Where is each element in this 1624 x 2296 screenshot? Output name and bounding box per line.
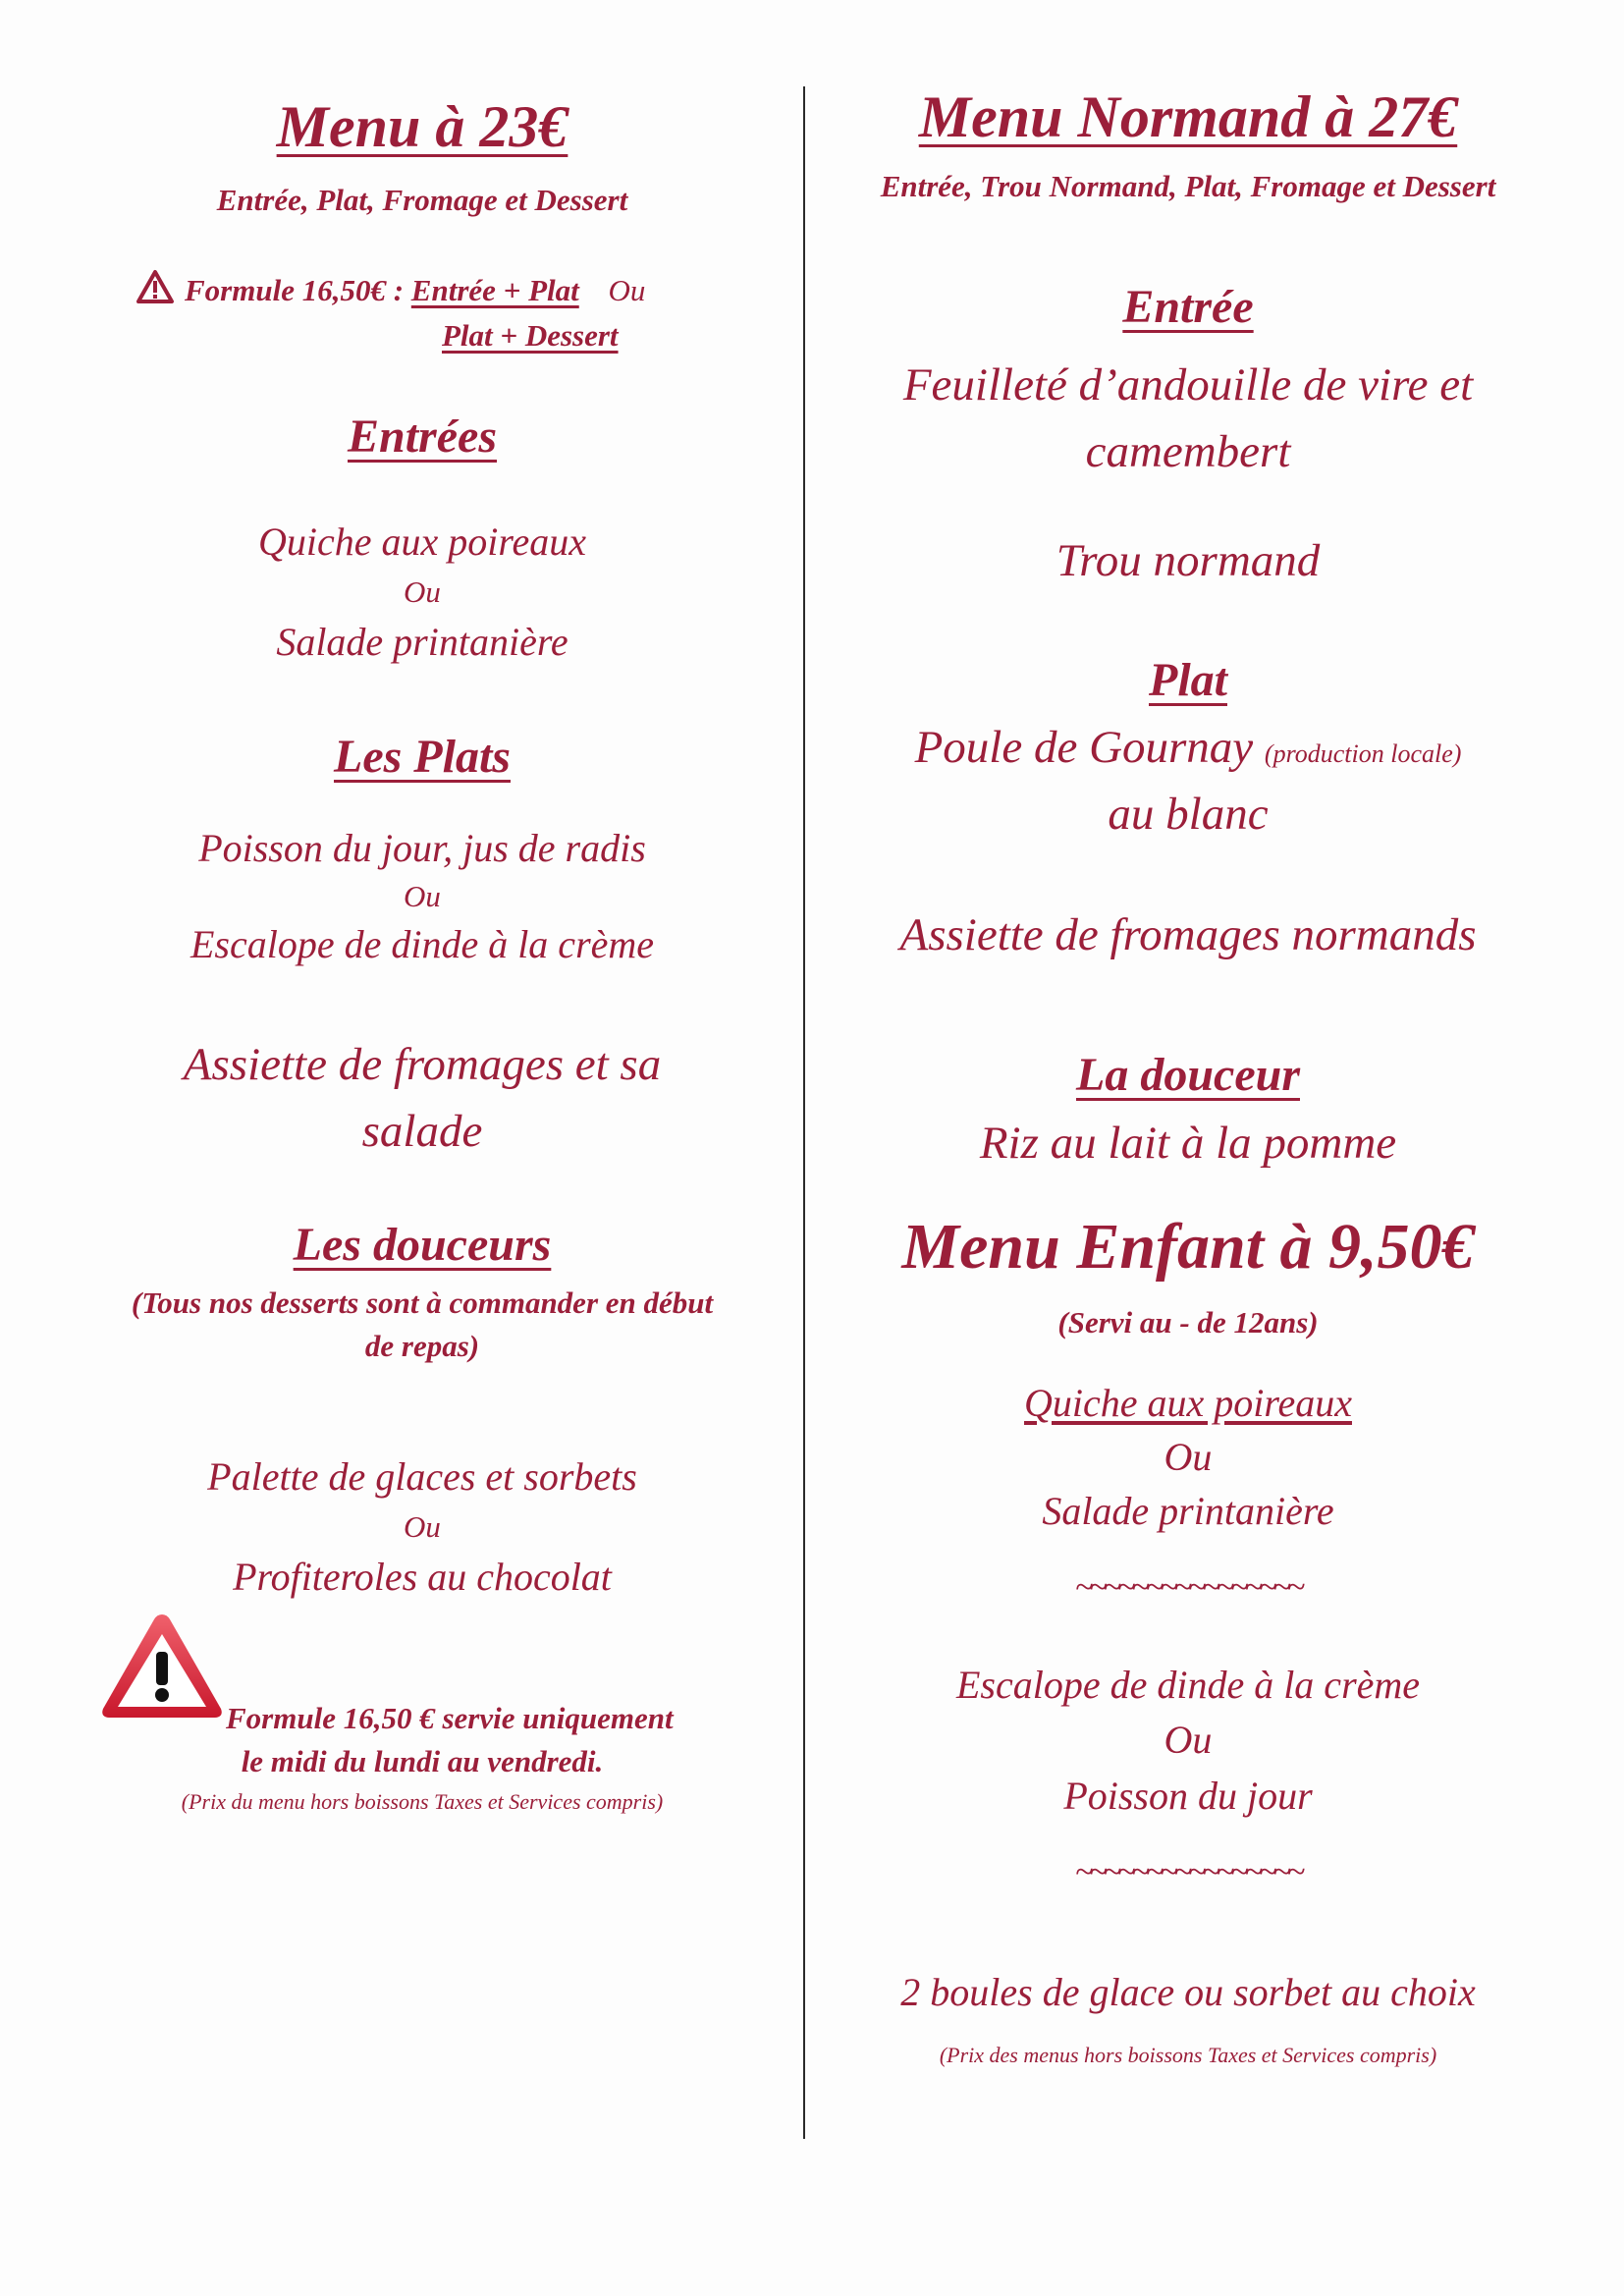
plat-title: Plat <box>1149 654 1227 706</box>
menu-enfant-title: Menu Enfant à 9,50€ <box>901 1211 1475 1283</box>
menu-normand-subtitle: Entrée, Trou Normand, Plat, Fromage et Dessert <box>880 169 1496 203</box>
menu-enfant-note: (Servi au - de 12ans) <box>1057 1305 1319 1339</box>
warning-line-2: le midi du lundi au vendredi. <box>241 1744 604 1778</box>
entree-or: Ou <box>404 574 441 609</box>
warning-line-1: Formule 16,50 € servie uniquement <box>226 1701 674 1735</box>
dessert-or: Ou <box>404 1509 441 1544</box>
separator-1: ~~~~~~~~~~~~~~~~ <box>1074 1569 1302 1606</box>
plat-main: Poule de Gournay <box>914 722 1254 773</box>
plat-suffix: au blanc <box>1108 789 1269 840</box>
entree-1: Quiche aux poireaux <box>258 519 586 564</box>
left-price-note: (Prix du menu hors boissons Taxes et Services compris) <box>181 1789 664 1814</box>
entree-normand: Feuilleté d’andouille de vire et camembert <box>902 359 1474 477</box>
plat-2: Escalope de dinde à la crème <box>189 922 655 966</box>
dessert-2: Profiteroles au chocolat <box>233 1555 612 1599</box>
enfant-entree-1: Quiche aux poireaux <box>1024 1381 1352 1425</box>
menu-23-title: Menu à 23€ <box>276 94 568 159</box>
formule-option-1: Entrée + Plat <box>410 273 579 307</box>
formule-option-2: Plat + Dessert <box>442 318 619 353</box>
enfant-plat-1: Escalope de dinde à la crème <box>955 1663 1421 1707</box>
douceurs-title: Les douceurs <box>293 1219 552 1271</box>
enfant-entree-2: Salade printanière <box>1042 1489 1334 1533</box>
enfant-dessert: 2 boules de glace ou sorbet au choix <box>900 1970 1476 2014</box>
douceur-dish: Riz au lait à la pomme <box>979 1118 1397 1169</box>
right-price-note: (Prix des menus hors boissons Taxes et Services compris) <box>939 2043 1437 2067</box>
warning-triangle-icon <box>135 269 175 304</box>
trou-normand: Trou normand <box>1056 535 1321 586</box>
enfant-plat-or: Ou <box>1164 1718 1213 1762</box>
column-divider <box>803 86 805 2139</box>
plat-or: Ou <box>404 879 441 913</box>
enfant-entree-or: Ou <box>1164 1435 1213 1479</box>
entree-title: Entrée <box>1122 281 1254 333</box>
formule-line-2 <box>442 318 746 354</box>
dessert-1: Palette de glaces et sorbets <box>207 1454 637 1499</box>
fromage-left: Assiette de fromages et sa salade <box>183 1039 662 1157</box>
plat-note: (production locale) <box>1264 739 1462 768</box>
formule-or: Ou <box>608 273 646 307</box>
entree-2: Salade printanière <box>276 620 568 664</box>
menu-normand-title: Menu Normand à 27€ <box>918 84 1458 149</box>
separator-2: ~~~~~~~~~~~~~~~~ <box>1074 1854 1302 1890</box>
plat-line-1 <box>844 714 1532 788</box>
plat-1: Poisson du jour, jus de radis <box>198 826 646 870</box>
entrees-title: Entrées <box>347 410 497 463</box>
douceurs-note: (Tous nos desserts sont à commander en début de repas) <box>131 1285 714 1363</box>
menu-23-subtitle: Entrée, Plat, Fromage et Dessert <box>216 183 628 217</box>
plats-title: Les Plats <box>334 731 511 783</box>
formule-label: Formule 16,50€ : <box>185 273 405 307</box>
warning-triangle-icon <box>98 1609 226 1722</box>
enfant-plat-2: Poisson du jour <box>1063 1774 1313 1818</box>
formule-line-1 <box>185 273 746 308</box>
fromage-normand: Assiette de fromages normands <box>899 909 1477 960</box>
douceur-title: La douceur <box>1076 1049 1300 1101</box>
